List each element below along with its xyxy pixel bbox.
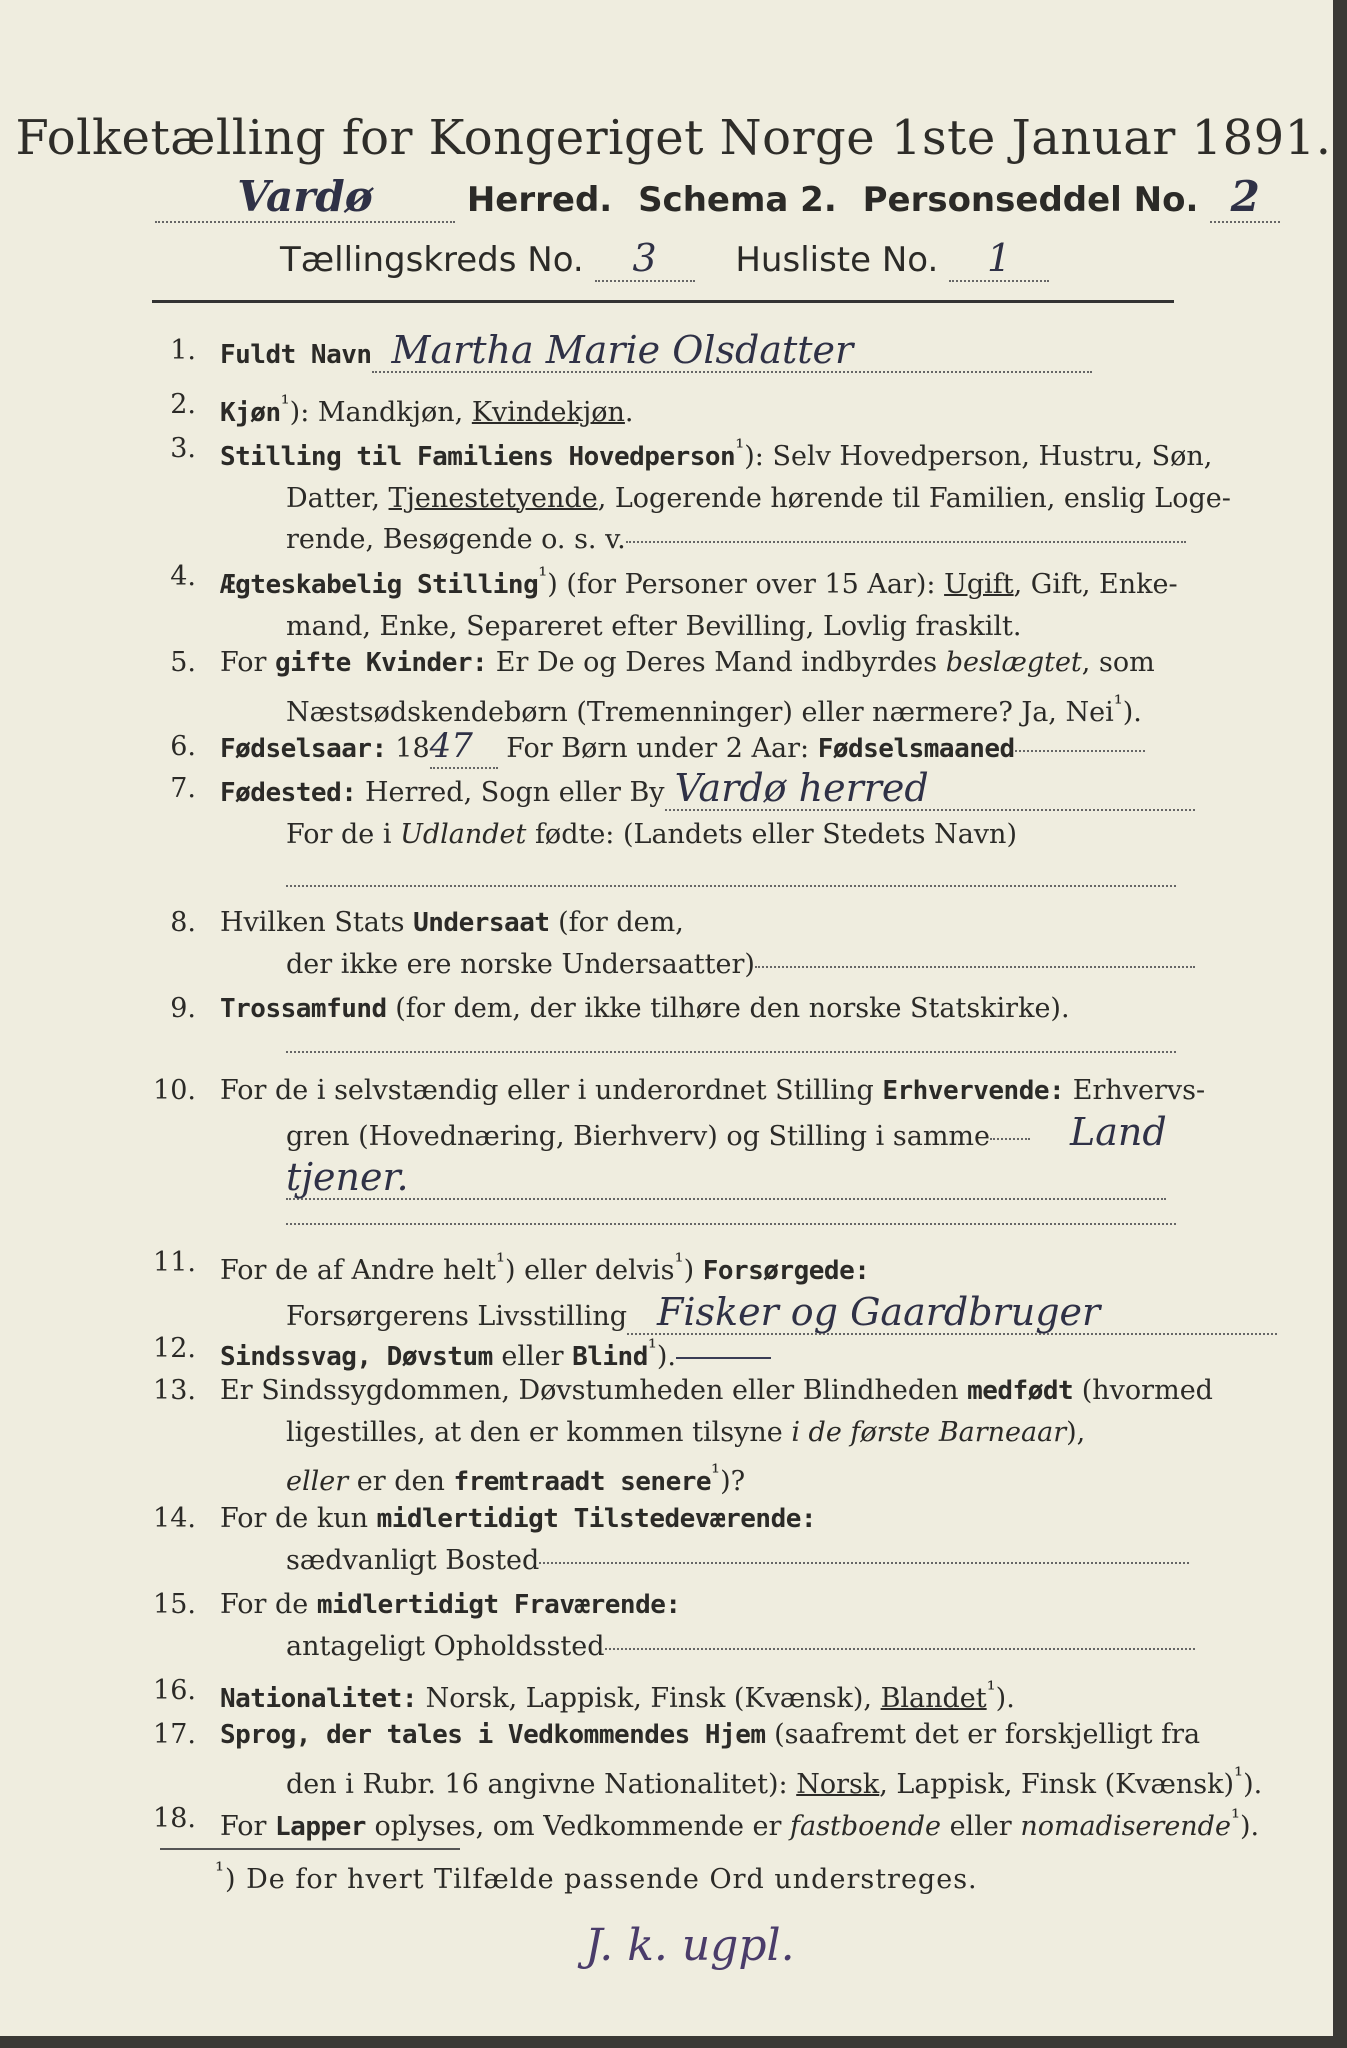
item-number: 1.	[170, 335, 196, 366]
dotted-leader	[1015, 748, 1145, 752]
option-text: eller	[286, 1466, 349, 1497]
option-text: (hvormed	[1073, 1375, 1213, 1406]
option-text: (for dem,	[549, 907, 684, 938]
dotted-leader	[539, 1560, 1189, 1564]
item-number: 6.	[170, 731, 196, 762]
option-text: For de kun	[220, 1503, 377, 1534]
footnote-rule	[160, 1848, 460, 1850]
option-text: nomadiserende	[1020, 1811, 1231, 1842]
footnote-mark: ¹	[986, 1677, 996, 1703]
year-prefix: 18	[386, 733, 430, 764]
option-text: Er Sindssygdommen, Døvstumheden eller Blindheden	[220, 1375, 968, 1406]
item-number: 8.	[170, 907, 196, 938]
header-herred-row	[155, 172, 1280, 223]
dotted-answer-line	[286, 884, 1176, 887]
option-text: Norsk, Lappisk, Finsk (Kvænsk),	[417, 1683, 881, 1714]
item-number: 14.	[153, 1503, 196, 1534]
field-label: gifte Kvinder:	[275, 648, 488, 678]
footnote-mark: ¹	[496, 1249, 506, 1275]
herred-value: Vardø	[155, 172, 455, 223]
provider-occupation-value: Fisker og Gaardbruger	[627, 1292, 1277, 1335]
item-number: 17.	[153, 1719, 196, 1750]
option-text: er den	[348, 1466, 454, 1497]
option-text: ).	[1239, 1811, 1260, 1842]
option-text: For Børn under 2 Aar:	[497, 733, 818, 764]
occupation-value-2: tjener.	[286, 1157, 1166, 1200]
option-text: For de	[220, 1589, 317, 1620]
item-number: 16.	[153, 1675, 196, 1706]
option-text: Forsørgerens Livsstilling	[286, 1301, 628, 1332]
herred-label: Herred.	[466, 180, 613, 220]
option-text: )?	[720, 1466, 746, 1497]
footnote	[215, 1858, 978, 1895]
footnote-mark: ¹	[711, 1460, 721, 1486]
option-text: )	[683, 1255, 703, 1286]
option-text: ).	[995, 1683, 1015, 1714]
option-text: ),	[1066, 1417, 1086, 1448]
option-text: sædvanligt Bosted	[286, 1545, 540, 1576]
option-text: For	[220, 647, 276, 678]
footnote-mark: ¹	[215, 1858, 226, 1884]
option-text: For de i	[286, 819, 401, 850]
option-text: For de af Andre helt	[220, 1255, 497, 1286]
header-rule	[152, 300, 1174, 303]
footnote-text: ) De for hvert Tilfælde passende Ord understreges.	[225, 1864, 978, 1895]
form-title: Folketælling for Kongeriget Norge 1ste Januar 1891.	[15, 110, 1332, 166]
field-label: midlertidigt Fraværende:	[316, 1590, 681, 1620]
selected-option: Norsk	[796, 1769, 880, 1800]
footnote-mark: ¹	[735, 435, 745, 461]
scan-edge-right	[1333, 0, 1347, 2048]
option-text: den i Rubr. 16 angivne Nationalitet):	[286, 1769, 797, 1800]
option-text: For de i selvstændig eller i underordnet Stilling	[220, 1075, 883, 1106]
item-number: 4.	[170, 561, 196, 592]
dotted-leader	[605, 1646, 1195, 1650]
option-text: mand, Enke, Separeret efter Bevilling, Lovlig fraskilt.	[286, 611, 1022, 642]
field-label: Ægteskabelig Stilling	[220, 570, 539, 600]
field-label: midlertidigt Tilstedeværende:	[376, 1504, 817, 1534]
footnote-mark: ¹	[280, 391, 290, 417]
dotted-answer-line	[286, 1222, 1176, 1225]
option-text: Er De og Deres Mand indbyrdes	[487, 647, 946, 678]
field-label: Fødselsaar:	[220, 734, 387, 764]
item-number: 18.	[153, 1803, 196, 1834]
item-number: 9.	[170, 993, 196, 1024]
selected-option: Kvindekjøn	[471, 397, 625, 428]
option-text: Herred, Sogn eller By	[356, 777, 665, 808]
item-number: 7.	[170, 773, 196, 804]
footnote-mark: ¹	[538, 563, 548, 589]
option-text: ).	[1122, 697, 1142, 728]
item-number: 13.	[153, 1375, 196, 1406]
option-text: der ikke ere norske Undersaatter)	[286, 949, 755, 980]
footnote-mark: ¹	[1113, 691, 1123, 717]
option-text: fastboende	[790, 1811, 941, 1842]
field-label: Forsørgede:	[702, 1256, 870, 1286]
occupation-value-1: Land	[1070, 1110, 1167, 1154]
option-text: oplyses, om Vedkommende er	[365, 1811, 791, 1842]
option-text: .	[624, 397, 634, 428]
field-label: Fødested:	[220, 778, 357, 808]
selected-option: Ugift	[944, 569, 1014, 600]
selected-option: Blandet	[880, 1683, 987, 1714]
option-text: beslægtet	[945, 647, 1082, 678]
husliste-value: 1	[949, 236, 1049, 282]
birthplace-value: Vardø herred	[665, 768, 1195, 811]
schema-label: Schema 2.	[638, 180, 837, 220]
option-text: Datter,	[286, 483, 389, 514]
field-label: medfødt	[967, 1376, 1074, 1406]
husliste-label: Husliste No.	[735, 240, 939, 280]
field-label: Stilling til Familiens Hovedperson	[220, 442, 736, 472]
field-label: Sindssvag, Døvstum	[220, 1342, 493, 1372]
option-text: i de første Barneaar	[791, 1417, 1067, 1448]
option-text: (saafremt det er forskjelligt fra	[765, 1719, 1201, 1750]
option-text: ) (for Personer over 15 Aar):	[547, 569, 945, 600]
option-text: eller	[941, 1811, 1021, 1842]
dotted-leader	[626, 539, 1186, 543]
field-label: Trossamfund	[220, 994, 387, 1024]
field-label: Lapper	[275, 1812, 366, 1842]
option-text: (for dem, der ikke tilhøre den norske Statskirke).	[386, 993, 1070, 1024]
item-number: 15.	[153, 1589, 196, 1620]
option-text: Erhvervs-	[1064, 1075, 1206, 1106]
item-number: 11.	[153, 1247, 196, 1278]
option-text: , Lappisk, Finsk (Kvænsk)	[879, 1769, 1235, 1800]
item-number: 12.	[153, 1333, 196, 1364]
option-text: Hvilken Stats	[220, 907, 414, 938]
option-text: , Gift, Enke-	[1013, 569, 1178, 600]
footnote-mark: ¹	[647, 1335, 657, 1361]
personseddel-label: Personseddel No.	[862, 180, 1199, 220]
dash-answer	[676, 1357, 771, 1359]
personseddel-value: 2	[1210, 172, 1280, 223]
field-label: Fødselsmaaned	[817, 734, 1015, 764]
option-text: antageligt Opholdssted	[286, 1631, 605, 1662]
field-label: Erhvervende:	[882, 1076, 1065, 1106]
header-kreds-row	[280, 236, 1049, 282]
option-text: ): Selv Hovedperson, Hustru, Søn,	[744, 441, 1213, 472]
option-text: rende, Besøgende o. s. v.	[286, 524, 626, 555]
field-label: Sprog, der tales i Vedkommendes Hjem	[220, 1720, 766, 1750]
option-text: , Logerende hørende til Familien, enslig Loge-	[597, 483, 1231, 514]
item-number: 2.	[170, 389, 196, 420]
option-text: gren (Hovednæring, Bierhverv) og Stilling i samme	[286, 1121, 991, 1152]
field-label: Blind	[572, 1342, 648, 1372]
option-text: ).	[656, 1341, 677, 1372]
option-text: ) eller delvis	[505, 1255, 675, 1286]
footnote-mark: ¹	[1230, 1805, 1240, 1831]
scan-edge-bottom	[0, 2036, 1347, 2048]
option-text: , som	[1081, 647, 1155, 678]
field-label: Undersaat	[413, 908, 550, 938]
option-text: ).	[1243, 1769, 1263, 1800]
field-label: Kjøn	[220, 398, 281, 428]
field-label: Nationalitet:	[220, 1684, 417, 1714]
dotted-leader	[755, 964, 1195, 968]
item-number: 3.	[170, 433, 196, 464]
field-label: Fuldt Navn	[220, 340, 372, 370]
option-text: fødte: (Landets eller Stedets Navn)	[526, 819, 1017, 850]
field-label: fremtraadt senere	[453, 1467, 712, 1497]
footnote-mark: ¹	[1234, 1763, 1244, 1789]
item-number: 10.	[153, 1075, 196, 1106]
option-text: Udlandet	[400, 819, 527, 850]
option-text: ): Mandkjøn,	[289, 397, 472, 428]
option-text: eller	[492, 1341, 573, 1372]
option-text: ligestilles, at den er kommen tilsyne	[286, 1417, 792, 1448]
taellingskreds-label: Tællingskreds No.	[280, 240, 584, 280]
birth-year-value: 47	[430, 726, 498, 769]
dotted-answer-line	[286, 1050, 1176, 1053]
option-text: For	[220, 1811, 276, 1842]
full-name-value: Martha Marie Olsdatter	[372, 330, 1092, 373]
footnote-mark: ¹	[674, 1249, 684, 1275]
signature: J. k. ugpl.	[585, 1920, 795, 1971]
selected-option: Tjenestetyende	[388, 483, 598, 514]
dotted-leader	[990, 1136, 1030, 1140]
option-text: Næstsødskendebørn (Tremenninger) eller nærmere? Ja, Nei	[286, 697, 1114, 728]
item-number: 5.	[170, 647, 196, 678]
taellingskreds-value: 3	[595, 236, 695, 282]
